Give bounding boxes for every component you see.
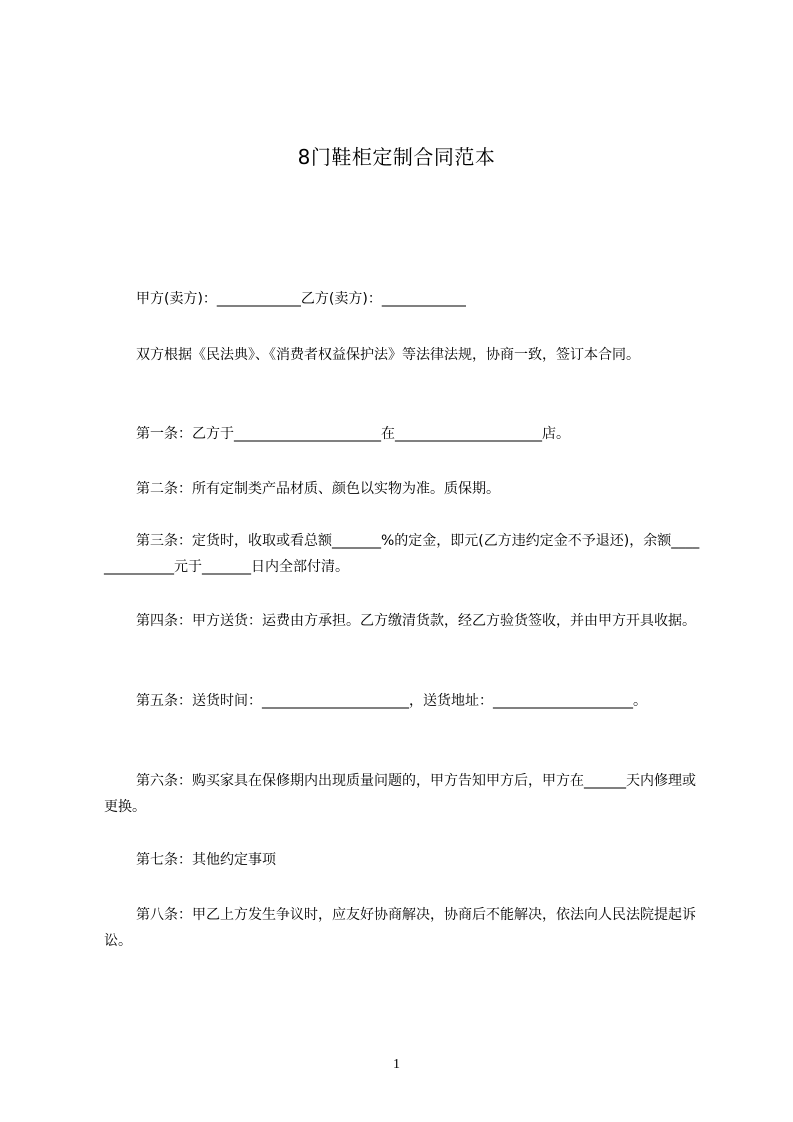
article-4: 第四条：甲方送货：运费由方承担。乙方缴清货款，经乙方验货签收，并由甲方开具收据。 [136,613,696,629]
article-6: 第六条：购买家具在保修期内出现质量问题的，甲方告知甲方后，甲方在______天内修理或更换。 [104,773,696,815]
article-1: 第一条：乙方于_____________________在_____________________店。 [136,426,570,442]
page-number: 1 [393,1057,400,1072]
article-8: 第八条：甲乙上方发生争议时，应友好协商解决，协商后不能解决，依法向人民法院提起诉讼。 [104,907,696,949]
intro-paragraph: 双方根据《民法典》、《消费者权益保护法》等法律法规，协商一致，签订本合同。 [136,347,640,363]
parties-line: 甲方(卖方)：____________乙方(卖方)：____________ [136,291,466,307]
article-7: 第七条：其他约定事项 [136,852,276,868]
document-title: 8门鞋柜定制合同范本 [297,145,496,169]
article-2: 第二条：所有定制类产品材质、颜色以实物为准。质保期。 [136,481,500,497]
article-5: 第五条：送货时间：_____________________，送货地址：____________________。 [136,693,647,709]
article-3: 第三条：定货时，收取或看总额_______%的定金，即元(乙方违约定金不予退还)，余额______________元于_______日内全部付清。 [104,533,700,575]
